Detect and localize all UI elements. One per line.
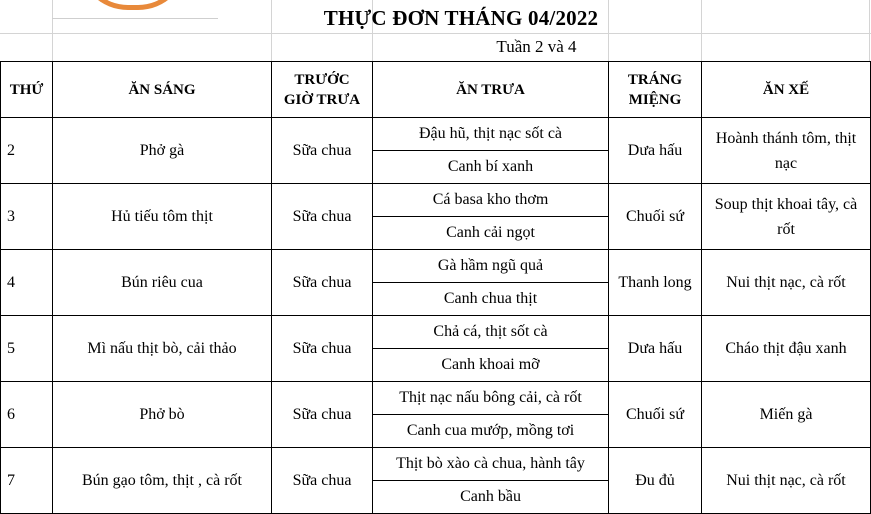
cell-trang-mieng: Chuối sứ xyxy=(609,382,702,448)
cell-trua-canh: Canh bầu xyxy=(373,481,609,514)
cell-trua-canh: Canh khoai mỡ xyxy=(373,349,609,382)
cell-truoc-trua: Sữa chua xyxy=(272,184,373,250)
cell-thu: 7 xyxy=(1,448,53,514)
cell-an-xe: Soup thịt khoai tây, cà rốt xyxy=(702,184,871,250)
table-row xyxy=(1,448,871,481)
cell-truoc-trua: Sữa chua xyxy=(272,250,373,316)
cell-an-xe: Hoành thánh tôm, thịt nạc xyxy=(702,118,871,184)
cell-trang-mieng: Đu đủ xyxy=(609,448,702,514)
cell-an-xe: Nui thịt nạc, cà rốt xyxy=(702,250,871,316)
header-trang-line1: TRÁNG xyxy=(627,71,683,88)
cell-truoc-trua: Sữa chua xyxy=(272,448,373,514)
cell-an-sang: Mì nấu thịt bò, cải thảo xyxy=(53,316,272,382)
cell-an-sang: Hủ tiếu tôm thịt xyxy=(53,184,272,250)
cell-an-xe: Cháo thịt đậu xanh xyxy=(702,316,871,382)
header-an-trua: ĂN TRƯA xyxy=(373,62,609,118)
cell-trua-main: Gà hầm ngũ quả xyxy=(373,250,609,283)
header-an-xe: ĂN XẾ xyxy=(702,62,871,118)
cell-trua-main: Thịt bò xào cà chua, hành tây xyxy=(373,448,609,481)
header-truoc-line1: TRƯỚC xyxy=(294,71,350,88)
header-an-sang: ĂN SÁNG xyxy=(53,62,272,118)
cell-an-sang: Bún gạo tôm, thịt , cà rốt xyxy=(53,448,272,514)
table-row xyxy=(1,382,871,415)
cell-an-xe: Nui thịt nạc, cà rốt xyxy=(702,448,871,514)
cell-trua-canh: Canh chua thịt xyxy=(373,283,609,316)
cell-an-sang: Bún riêu cua xyxy=(53,250,272,316)
cell-thu: 6 xyxy=(1,382,53,448)
menu-table xyxy=(0,61,871,514)
menu-subtitle: Tuần 2 và 4 xyxy=(496,37,577,56)
table-row xyxy=(1,250,871,283)
cell-trang-mieng: Chuối sứ xyxy=(609,184,702,250)
cell-thu: 4 xyxy=(1,250,53,316)
cell-an-sang: Phở gà xyxy=(53,118,272,184)
header-row xyxy=(1,62,871,118)
header-truoc-gio-trua xyxy=(272,62,373,118)
header-trang-line2: MIỆNG xyxy=(628,91,682,108)
cell-trang-mieng: Dưa hấu xyxy=(609,316,702,382)
menu-title: THỰC ĐƠN THÁNG 04/2022 xyxy=(323,6,599,30)
cell-an-xe: Miến gà xyxy=(702,382,871,448)
header-trang-mieng xyxy=(609,62,702,118)
table-row xyxy=(1,118,871,151)
cell-trua-main: Đậu hũ, thịt nạc sốt cà xyxy=(373,118,609,151)
cell-thu: 3 xyxy=(1,184,53,250)
cell-trua-main: Chả cá, thịt sốt cà xyxy=(373,316,609,349)
cell-trua-main: Cá basa kho thơm xyxy=(373,184,609,217)
cell-trua-canh: Canh cải ngọt xyxy=(373,217,609,250)
header-thu: THỨ xyxy=(1,62,53,118)
header-truoc-line2: GIỜ TRƯA xyxy=(283,91,361,108)
cell-truoc-trua: Sữa chua xyxy=(272,118,373,184)
cell-an-sang: Phở bò xyxy=(53,382,272,448)
cell-thu: 2 xyxy=(1,118,53,184)
cell-trua-canh: Canh cua mướp, mồng tơi xyxy=(373,415,609,448)
cell-thu: 5 xyxy=(1,316,53,382)
cell-trang-mieng: Thanh long xyxy=(609,250,702,316)
cell-truoc-trua: Sữa chua xyxy=(272,382,373,448)
cell-trua-canh: Canh bí xanh xyxy=(373,151,609,184)
cell-truoc-trua: Sữa chua xyxy=(272,316,373,382)
table-row xyxy=(1,184,871,217)
cell-trua-main: Thịt nạc nấu bông cải, cà rốt xyxy=(373,382,609,415)
table-row xyxy=(1,316,871,349)
cell-trang-mieng: Dưa hấu xyxy=(609,118,702,184)
